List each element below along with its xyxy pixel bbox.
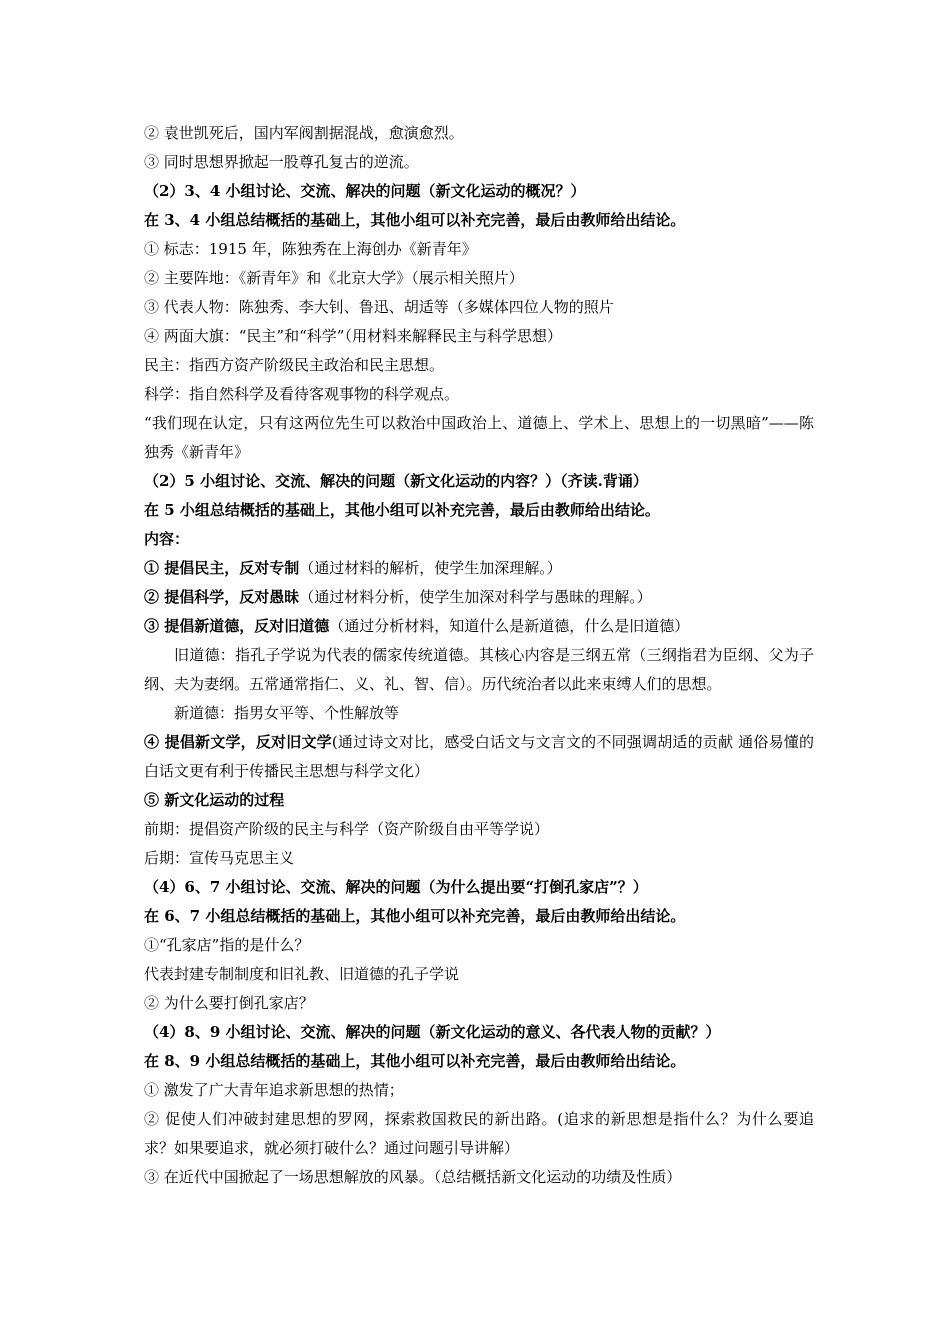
- section-heading: （4）6、7 小组讨论、交流、解决的问题（为什么提出要“打倒孔家店”？）: [144, 878, 648, 896]
- content-item: [144, 554, 814, 583]
- content-item-note: （通过分析材料，知道什么是新道德，什么是旧道德）: [329, 617, 690, 635]
- content-item-title: ④ 提倡新文学，反对旧文学: [144, 733, 332, 751]
- content-item-note: （通过材料的解析，使学生加深理解。）: [299, 559, 562, 577]
- content-item-title: ⑤ 新文化运动的过程: [144, 791, 285, 809]
- content-item-title: ③ 提倡新道德，反对旧道德: [144, 617, 330, 635]
- text-line: ③ 代表人物：陈独秀、李大钊、鲁迅、胡适等（多媒体四位人物的照片: [144, 298, 614, 316]
- content-item-title: ① 提倡民主，反对专制: [144, 559, 300, 577]
- text-line: ①“孔家店”指的是什么？: [144, 936, 310, 954]
- section-instruction: 在 8、9 小组总结概括的基础上，其他小组可以补充完善，最后由教师给出结论。: [144, 1052, 686, 1070]
- text-line: 新道德：指男女平等、个性解放等: [174, 704, 400, 722]
- section-instruction: 在 3、4 小组总结概括的基础上，其他小组可以补充完善，最后由教师给出结论。: [144, 211, 686, 229]
- section-heading: （2）3、4 小组讨论、交流、解决的问题（新文化运动的概况？）: [144, 182, 586, 200]
- text-line: ③ 在近代中国掀起了一场思想解放的风暴。（总结概括新文化运动的功绩及性质）: [144, 1168, 682, 1186]
- content-item-title: ② 提倡科学，反对愚昧: [144, 588, 300, 606]
- section-heading: （2）5 小组讨论、交流、解决的问题（新文化运动的内容？）（齐读.背诵）: [144, 472, 648, 490]
- text-line: 代表封建专制制度和旧礼教、旧道德的孔子学说: [144, 965, 460, 983]
- text-line: 前期：提倡资产阶级的民主与科学（资产阶级自由平等学说）: [144, 820, 550, 838]
- content-item: [144, 612, 814, 641]
- text-line: 民主：指西方资产阶级民主政治和民主思想。: [144, 356, 445, 374]
- section-instruction: 在 6、7 小组总结概括的基础上，其他小组可以补充完善，最后由教师给出结论。: [144, 907, 686, 925]
- text-line: ③ 同时思想界掀起一股尊孔复古的逆流。: [144, 153, 419, 171]
- content-item-note: (通过诗文对比，感受白话文与文言文的不同强调胡适的贡献 通俗易懂的白话文更有利于传播民主思想与科学文化）: [144, 733, 814, 780]
- quote-paragraph: “我们现在认定，只有这两位先生可以救治中国政治上、道德上、学术上、思想上的一切黑暗”——陈独秀《新青年》: [144, 414, 814, 461]
- content-item: [144, 728, 814, 786]
- text-line: 后期：宣传马克思主义: [144, 849, 295, 867]
- text-line: ② 袁世凯死后，国内军阀割据混战，愈演愈烈。: [144, 124, 464, 142]
- text-line: ② 为什么要打倒孔家店？: [144, 994, 314, 1012]
- text-line: ② 主要阵地：《新青年》和《北京大学》（展示相关照片）: [144, 269, 524, 287]
- section-heading: （4）8、9 小组讨论、交流、解决的问题（新文化运动的意义、各代表人物的贡献？）: [144, 1023, 721, 1041]
- document-body: [144, 119, 814, 1192]
- content-item-note: （通过材料分析，使学生加深对科学与愚昧的理解。）: [299, 588, 652, 606]
- text-line: ① 标志：1915 年，陈独秀在上海创办《新青年》: [144, 240, 477, 258]
- text-line: 科学：指自然科学及看待客观事物的科学观点。: [144, 385, 460, 403]
- section-instruction: 在 5 小组总结概括的基础上，其他小组可以补充完善，最后由教师给出结论。: [144, 501, 660, 519]
- content-item: [144, 583, 814, 612]
- text-line: ① 激发了广大青年追求新思想的热情；: [144, 1081, 404, 1099]
- text-line: ④ 两面大旗：“民主”和“科学”（用材料来解释民主与科学思想）: [144, 327, 562, 345]
- old-morality-paragraph: 旧道德：指孔子学说为代表的儒家传统道德。其核心内容是三纲五常（三纲指君为臣纲、父为子纲、夫为妻纲。五常通常指仁、义、礼、智、信）。历代统治者以此来束缚人们的思想。: [144, 646, 814, 693]
- text-paragraph: ② 促使人们冲破封建思想的罗网，探索救国救民的新出路。(追求的新思想是指什么？为什么要追求？如果要追求，就必须打破什么？通过问题引导讲解）: [144, 1110, 814, 1157]
- content-label: 内容：: [144, 530, 190, 548]
